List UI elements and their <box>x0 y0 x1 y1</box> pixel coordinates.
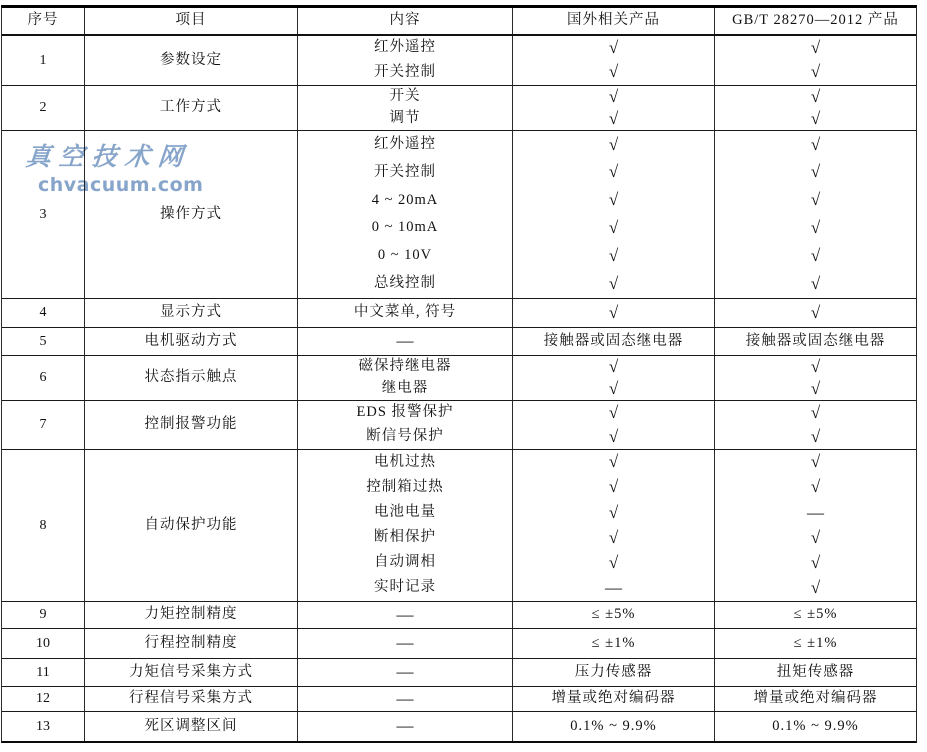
item-name-cell: 电机驱动方式 <box>84 328 297 355</box>
row-number-cell: 8 <box>39 517 47 533</box>
row-number-cell: 10 <box>36 635 50 651</box>
item-name-cell: 控制报警功能 <box>84 401 297 449</box>
sub-row <box>297 551 916 576</box>
header-foreign-product: 国外相关产品 <box>512 8 714 34</box>
item-name-cell: 显示方式 <box>84 299 297 327</box>
sub-rows-column <box>297 687 916 711</box>
content-cell: 电池电量 <box>297 500 512 525</box>
content-cell: 断相保护 <box>297 526 512 551</box>
item-name-cell: 力矩信号采集方式 <box>84 659 297 686</box>
gbt-product-cell: √ <box>714 159 916 187</box>
gbt-product-cell: √ <box>714 378 916 400</box>
sub-rows-column <box>297 86 916 130</box>
content-cell: — <box>297 328 512 355</box>
gbt-product-cell: √ <box>714 187 916 215</box>
gbt-product-cell: √ <box>714 425 916 449</box>
gbt-product-cell: √ <box>714 450 916 475</box>
watermark-site-name: 真空技术网 <box>24 142 193 171</box>
content-cell: — <box>297 659 512 686</box>
item-name-cell: 行程控制精度 <box>84 629 297 658</box>
sub-row <box>297 131 916 159</box>
foreign-product-cell: 0.1% ~ 9.9% <box>512 712 714 741</box>
table-row-group <box>2 628 916 658</box>
row-number-cell: 4 <box>39 305 47 321</box>
sub-row <box>297 108 916 130</box>
gbt-product-cell: — <box>714 500 916 525</box>
sub-row <box>297 86 916 108</box>
content-cell: — <box>297 687 512 711</box>
content-cell: 0 ~ 10V <box>297 242 512 270</box>
table-row-group <box>2 355 916 400</box>
content-cell: EDS 报警保护 <box>297 401 512 425</box>
table-row-group <box>2 130 916 298</box>
content-cell: 中文菜单, 符号 <box>297 299 512 327</box>
content-cell: 开关 <box>297 86 512 108</box>
row-number-cell: 3 <box>39 206 47 222</box>
sub-rows-column <box>297 450 916 601</box>
content-cell: — <box>297 712 512 741</box>
sub-rows-column <box>297 401 916 449</box>
gbt-product-cell: 接触器或固态继电器 <box>714 328 916 355</box>
gbt-product-cell: √ <box>714 108 916 130</box>
foreign-product-cell: ≤ ±1% <box>512 629 714 658</box>
gbt-product-cell: √ <box>714 401 916 425</box>
row-number-cell: 13 <box>36 718 50 734</box>
table-row-group <box>2 449 916 601</box>
foreign-product-cell: √ <box>512 131 714 159</box>
sub-rows-column <box>297 131 916 298</box>
content-cell: 自动调相 <box>297 551 512 576</box>
sub-rows-column <box>297 659 916 686</box>
sub-row <box>297 659 916 686</box>
sub-row <box>297 299 916 327</box>
table-row-group <box>2 658 916 686</box>
content-cell: 调节 <box>297 108 512 130</box>
sub-row <box>297 401 916 425</box>
foreign-product-cell: √ <box>512 214 714 242</box>
foreign-product-cell: √ <box>512 36 714 61</box>
content-cell: 0 ~ 10mA <box>297 214 512 242</box>
sub-rows-column <box>297 299 916 327</box>
foreign-product-cell: √ <box>512 450 714 475</box>
sub-row <box>297 214 916 242</box>
gbt-product-cell: √ <box>714 475 916 500</box>
sub-rows-column <box>297 712 916 741</box>
content-cell: 开关控制 <box>297 61 512 86</box>
sub-rows-column <box>297 629 916 658</box>
sub-row <box>297 500 916 525</box>
sub-row <box>297 629 916 658</box>
foreign-product-cell: √ <box>512 526 714 551</box>
item-name-cell: 工作方式 <box>84 86 297 130</box>
gbt-product-cell: 扭矩传感器 <box>714 659 916 686</box>
foreign-product-cell: √ <box>512 108 714 130</box>
gbt-product-cell: √ <box>714 214 916 242</box>
sub-row <box>297 242 916 270</box>
gbt-product-cell: ≤ ±1% <box>714 629 916 658</box>
sub-row <box>297 425 916 449</box>
sub-row <box>297 450 916 475</box>
foreign-product-cell: √ <box>512 299 714 327</box>
watermark-site-url: chvacuum.com <box>38 174 204 196</box>
header-seq: 序号 <box>27 12 59 29</box>
content-cell: 开关控制 <box>297 159 512 187</box>
sub-row <box>297 36 916 61</box>
content-cell: 红外遥控 <box>297 131 512 159</box>
sub-row <box>297 328 916 355</box>
table-row-group <box>2 36 916 85</box>
foreign-product-cell: 压力传感器 <box>512 659 714 686</box>
content-cell: 实时记录 <box>297 576 512 601</box>
gbt-product-cell: √ <box>714 242 916 270</box>
foreign-product-cell: √ <box>512 378 714 400</box>
gbt-product-cell: √ <box>714 551 916 576</box>
row-number-cell: 1 <box>39 52 47 68</box>
foreign-product-cell: √ <box>512 551 714 576</box>
foreign-product-cell: ≤ ±5% <box>512 602 714 628</box>
header-gbt-product: GB/T 28270—2012 产品 <box>714 8 916 34</box>
foreign-product-cell: √ <box>512 475 714 500</box>
content-cell: 控制箱过热 <box>297 475 512 500</box>
content-cell: 磁保持继电器 <box>297 356 512 378</box>
table-header-row <box>2 8 916 36</box>
foreign-product-cell: — <box>512 576 714 601</box>
content-cell: 继电器 <box>297 378 512 400</box>
item-name-cell: 参数设定 <box>84 36 297 85</box>
gbt-product-cell: ≤ ±5% <box>714 602 916 628</box>
table-row-group <box>2 298 916 327</box>
item-name-cell: 行程信号采集方式 <box>84 687 297 711</box>
foreign-product-cell: √ <box>512 242 714 270</box>
table-row-group <box>2 400 916 449</box>
item-name-cell: 力矩控制精度 <box>84 602 297 628</box>
gbt-product-cell: √ <box>714 131 916 159</box>
sub-row <box>297 687 916 711</box>
header-content: 内容 <box>297 8 512 34</box>
foreign-product-cell: √ <box>512 356 714 378</box>
row-number-cell: 6 <box>39 370 47 386</box>
sub-rows-column <box>297 602 916 628</box>
content-cell: 断信号保护 <box>297 425 512 449</box>
sub-row <box>297 187 916 215</box>
content-cell: 4 ~ 20mA <box>297 187 512 215</box>
gbt-product-cell: √ <box>714 270 916 298</box>
gbt-product-cell: 0.1% ~ 9.9% <box>714 712 916 741</box>
foreign-product-cell: √ <box>512 61 714 86</box>
foreign-product-cell: √ <box>512 401 714 425</box>
sub-row <box>297 378 916 400</box>
gbt-product-cell: √ <box>714 61 916 86</box>
sub-row <box>297 270 916 298</box>
gbt-product-cell: √ <box>714 299 916 327</box>
table-row-group <box>2 686 916 711</box>
content-cell: 电机过热 <box>297 450 512 475</box>
sub-rows-column <box>297 36 916 85</box>
foreign-product-cell: √ <box>512 270 714 298</box>
gbt-product-cell: √ <box>714 36 916 61</box>
row-number-cell: 9 <box>39 607 47 623</box>
sub-row <box>297 475 916 500</box>
item-name-cell: 状态指示触点 <box>84 356 297 400</box>
sub-row <box>297 159 916 187</box>
sub-row <box>297 526 916 551</box>
sub-rows-column <box>297 328 916 355</box>
content-cell: — <box>297 629 512 658</box>
gbt-product-cell: √ <box>714 356 916 378</box>
content-cell: — <box>297 602 512 628</box>
foreign-product-cell: 接触器或固态继电器 <box>512 328 714 355</box>
sub-row <box>297 712 916 741</box>
item-name-cell: 自动保护功能 <box>84 450 297 601</box>
gbt-product-cell: √ <box>714 576 916 601</box>
row-number-cell: 7 <box>39 417 47 433</box>
foreign-product-cell: 增量或绝对编码器 <box>512 687 714 711</box>
gbt-product-cell: 增量或绝对编码器 <box>714 687 916 711</box>
foreign-product-cell: √ <box>512 500 714 525</box>
row-number-cell: 5 <box>39 333 47 349</box>
foreign-product-cell: √ <box>512 159 714 187</box>
row-number-cell: 12 <box>36 691 50 707</box>
gbt-product-cell: √ <box>714 526 916 551</box>
table-groups <box>2 36 916 741</box>
row-number-cell: 11 <box>36 664 50 680</box>
item-name-cell: 死区调整区间 <box>84 712 297 741</box>
gbt-product-cell: √ <box>714 86 916 108</box>
table-row-group <box>2 327 916 355</box>
foreign-product-cell: √ <box>512 425 714 449</box>
sub-rows-column <box>297 356 916 400</box>
sub-row <box>297 61 916 86</box>
content-cell: 红外遥控 <box>297 36 512 61</box>
content-cell: 总线控制 <box>297 270 512 298</box>
foreign-product-cell: √ <box>512 86 714 108</box>
comparison-table <box>1 5 917 743</box>
sub-row <box>297 576 916 601</box>
table-row-group <box>2 85 916 130</box>
header-item: 项目 <box>84 8 297 34</box>
table-row-group <box>2 711 916 741</box>
sub-row <box>297 356 916 378</box>
foreign-product-cell: √ <box>512 187 714 215</box>
table-row-group <box>2 601 916 628</box>
row-number-cell: 2 <box>39 100 47 116</box>
item-name-cell: 操作方式 <box>84 131 297 298</box>
sub-row <box>297 602 916 628</box>
